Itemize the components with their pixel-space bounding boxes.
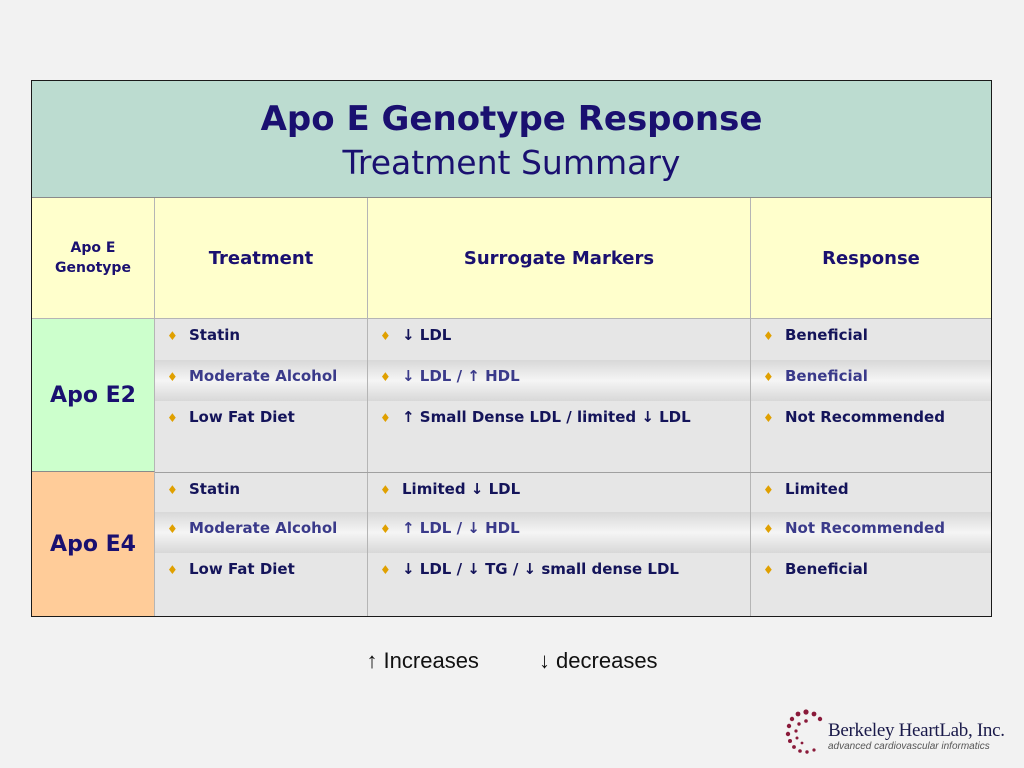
- treatment-text: Moderate Alcohol: [189, 367, 338, 385]
- legend-increases: ↑ Increases: [366, 648, 479, 673]
- header-treatment: Treatment: [155, 198, 368, 319]
- markers-cell: [368, 360, 751, 401]
- treatment-cell: [155, 401, 368, 472]
- markers-text: Limited ↓ LDL: [402, 480, 521, 498]
- treatment-text: Statin: [189, 326, 241, 344]
- diamond-bullet-icon: ♦: [380, 522, 391, 536]
- response-cell: [751, 319, 991, 360]
- diamond-bullet-icon: ♦: [763, 411, 774, 425]
- table-row: [155, 319, 991, 360]
- diamond-bullet-icon: ♦: [763, 563, 774, 577]
- table-row: [155, 473, 991, 512]
- diamond-bullet-icon: ♦: [167, 563, 178, 577]
- legend-decreases: ↓ decreases: [538, 648, 658, 673]
- treatment-cell: [155, 360, 368, 401]
- treatment-cell: [155, 319, 368, 360]
- header-genotype: [32, 198, 155, 319]
- markers-text: ↑ LDL / ↓ HDL: [402, 519, 520, 537]
- diamond-bullet-icon: ♦: [380, 329, 391, 343]
- response-text: Beneficial: [785, 326, 868, 344]
- diamond-bullet-icon: ♦: [380, 370, 391, 384]
- markers-text: ↓ LDL / ↓ TG / ↓ small dense LDL: [402, 560, 679, 578]
- berkeley-heartlab-logo: [784, 708, 1005, 756]
- genotype-apo-e2: Apo E2: [32, 319, 155, 472]
- response-cell: [751, 473, 991, 512]
- logo-company-name: Berkeley HeartLab, Inc.: [828, 720, 1005, 741]
- table-row: [155, 512, 991, 553]
- title-band: [32, 81, 991, 198]
- markers-text: ↓ LDL: [402, 326, 452, 344]
- markers-cell: [368, 473, 751, 512]
- treatment-text: Low Fat Diet: [189, 408, 295, 426]
- markers-cell: [368, 319, 751, 360]
- treatment-text: Low Fat Diet: [189, 560, 295, 578]
- genotype-apo-e4: Apo E4: [32, 472, 155, 616]
- markers-text: ↑ Small Dense LDL / limited ↓ LDL: [402, 408, 691, 426]
- diamond-bullet-icon: ♦: [380, 483, 391, 497]
- response-text: Beneficial: [785, 560, 868, 578]
- treatment-cell: [155, 553, 368, 616]
- dot-ring-logo-icon: [784, 708, 828, 756]
- table-row: [155, 360, 991, 401]
- diamond-bullet-icon: ♦: [167, 329, 178, 343]
- markers-cell: [368, 512, 751, 553]
- markers-cell: [368, 401, 751, 472]
- diamond-bullet-icon: ♦: [380, 563, 391, 577]
- header-genotype-line2: Genotype: [55, 260, 131, 276]
- treatment-text: Statin: [189, 480, 241, 498]
- markers-cell: [368, 553, 751, 616]
- diamond-bullet-icon: ♦: [763, 370, 774, 384]
- response-text: Beneficial: [785, 367, 868, 385]
- response-cell: [751, 360, 991, 401]
- slide-title: Apo E Genotype Response: [260, 99, 763, 139]
- header-genotype-line1: Apo E: [70, 240, 116, 256]
- arrow-legend: [0, 648, 1024, 674]
- markers-text: ↓ LDL / ↑ HDL: [402, 367, 520, 385]
- response-text: Limited: [785, 480, 849, 498]
- diamond-bullet-icon: ♦: [167, 411, 178, 425]
- treatment-cell: [155, 512, 368, 553]
- diamond-bullet-icon: ♦: [763, 483, 774, 497]
- header-surrogate-markers: Surrogate Markers: [368, 198, 751, 319]
- diamond-bullet-icon: ♦: [167, 370, 178, 384]
- table-row: [155, 553, 991, 616]
- table-row: [155, 401, 991, 472]
- response-cell: [751, 553, 991, 616]
- response-cell: [751, 401, 991, 472]
- treatment-text: Moderate Alcohol: [189, 519, 338, 537]
- diamond-bullet-icon: ♦: [380, 411, 391, 425]
- response-text: Not Recommended: [785, 408, 945, 426]
- header-response: Response: [751, 198, 991, 319]
- response-cell: [751, 512, 991, 553]
- response-text: Not Recommended: [785, 519, 945, 537]
- logo-tagline: advanced cardiovascular informatics: [828, 741, 990, 752]
- treatment-summary-table: [31, 80, 992, 617]
- slide-subtitle: Treatment Summary: [342, 143, 681, 182]
- diamond-bullet-icon: ♦: [167, 483, 178, 497]
- diamond-bullet-icon: ♦: [763, 329, 774, 343]
- treatment-cell: [155, 473, 368, 512]
- diamond-bullet-icon: ♦: [167, 522, 178, 536]
- diamond-bullet-icon: ♦: [763, 522, 774, 536]
